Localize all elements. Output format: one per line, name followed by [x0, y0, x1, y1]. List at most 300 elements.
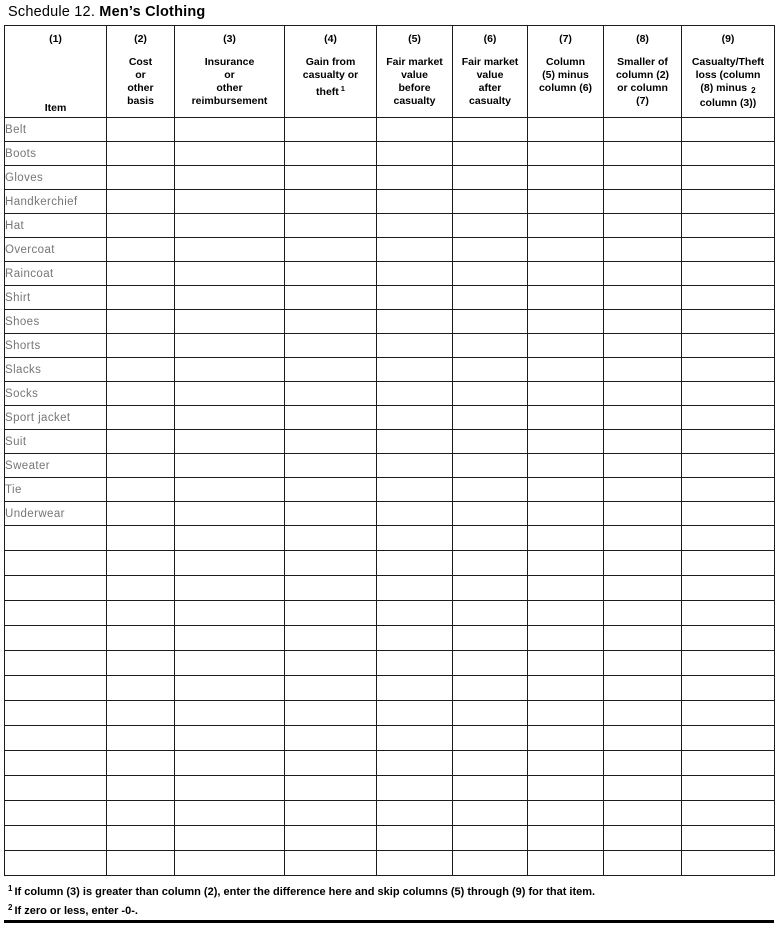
entry-cell — [453, 826, 528, 851]
item-row — [5, 334, 775, 358]
entry-cell — [377, 358, 453, 382]
entry-cell — [285, 851, 377, 876]
entry-cell — [107, 238, 175, 262]
entry-cell — [377, 751, 453, 776]
entry-cell — [682, 430, 775, 454]
column-header-2 — [107, 26, 175, 118]
entry-cell — [285, 358, 377, 382]
entry-cell — [285, 334, 377, 358]
entry-cell — [377, 430, 453, 454]
entry-cell — [107, 502, 175, 526]
entry-cell — [528, 551, 604, 576]
entry-cell — [604, 478, 682, 502]
entry-cell — [377, 334, 453, 358]
entry-cell — [377, 601, 453, 626]
entry-cell — [107, 676, 175, 701]
entry-cell — [682, 801, 775, 826]
item-label-cell: Hat — [5, 214, 107, 238]
item-row — [5, 166, 775, 190]
column-title: Casualty/Theft loss (column (8) minus 2 column (3)) — [691, 56, 765, 109]
entry-cell — [453, 238, 528, 262]
entry-cell — [453, 358, 528, 382]
entry-cell — [453, 214, 528, 238]
entry-cell — [604, 430, 682, 454]
entry-cell — [285, 776, 377, 801]
entry-cell — [175, 626, 285, 651]
item-label-cell: Slacks — [5, 358, 107, 382]
entry-cell — [453, 851, 528, 876]
entry-cell — [175, 826, 285, 851]
entry-cell — [175, 166, 285, 190]
entry-cell — [528, 286, 604, 310]
entry-cell — [604, 526, 682, 551]
item-write-in-cell — [5, 751, 107, 776]
column-number: (9) — [721, 33, 735, 45]
entry-cell — [604, 851, 682, 876]
entry-cell — [377, 676, 453, 701]
entry-cell — [528, 526, 604, 551]
entry-cell — [175, 751, 285, 776]
entry-cell — [604, 190, 682, 214]
entry-cell — [604, 358, 682, 382]
entry-cell — [175, 310, 285, 334]
entry-cell — [285, 676, 377, 701]
item-write-in-cell — [5, 851, 107, 876]
entry-cell — [604, 238, 682, 262]
footnote-1 — [8, 881, 595, 900]
item-write-in-cell — [5, 576, 107, 601]
entry-cell — [285, 576, 377, 601]
item-label-cell: Socks — [5, 382, 107, 406]
item-row — [5, 406, 775, 430]
entry-cell — [682, 751, 775, 776]
item-label-cell: Boots — [5, 142, 107, 166]
entry-cell — [453, 576, 528, 601]
entry-cell — [285, 478, 377, 502]
entry-cell — [285, 502, 377, 526]
item-label-cell: Tie — [5, 478, 107, 502]
blank-row — [5, 526, 775, 551]
entry-cell — [377, 406, 453, 430]
entry-cell — [682, 238, 775, 262]
item-row — [5, 214, 775, 238]
entry-cell — [528, 601, 604, 626]
entry-cell — [175, 551, 285, 576]
entry-cell — [285, 601, 377, 626]
item-label-cell: Shorts — [5, 334, 107, 358]
entry-cell — [453, 701, 528, 726]
entry-cell — [682, 190, 775, 214]
entry-cell — [604, 310, 682, 334]
entry-cell — [107, 826, 175, 851]
entry-cell — [377, 526, 453, 551]
item-row — [5, 430, 775, 454]
blank-row — [5, 851, 775, 876]
blank-row — [5, 676, 775, 701]
column-header-8 — [604, 26, 682, 118]
column-header-9 — [682, 26, 775, 118]
entry-cell — [453, 430, 528, 454]
entry-cell — [682, 701, 775, 726]
column-number: (1) — [49, 33, 62, 45]
footnotes — [8, 881, 595, 919]
entry-cell — [682, 651, 775, 676]
entry-cell — [175, 801, 285, 826]
entry-cell — [682, 851, 775, 876]
entry-cell — [285, 454, 377, 478]
entry-cell — [285, 310, 377, 334]
entry-cell — [107, 478, 175, 502]
entry-cell — [453, 478, 528, 502]
entry-cell — [682, 726, 775, 751]
entry-cell — [528, 238, 604, 262]
entry-cell — [453, 502, 528, 526]
entry-cell — [528, 382, 604, 406]
entry-cell — [175, 286, 285, 310]
entry-cell — [528, 626, 604, 651]
entry-cell — [528, 334, 604, 358]
item-write-in-cell — [5, 801, 107, 826]
item-write-in-cell — [5, 776, 107, 801]
schedule-table — [4, 25, 775, 876]
entry-cell — [107, 776, 175, 801]
entry-cell — [528, 358, 604, 382]
entry-cell — [682, 576, 775, 601]
column-number: (8) — [636, 33, 649, 45]
entry-cell — [377, 478, 453, 502]
entry-cell — [682, 826, 775, 851]
entry-cell — [604, 726, 682, 751]
blank-row — [5, 726, 775, 751]
entry-cell — [604, 406, 682, 430]
entry-cell — [107, 626, 175, 651]
entry-cell — [528, 801, 604, 826]
entry-cell — [604, 454, 682, 478]
entry-cell — [682, 601, 775, 626]
entry-cell — [377, 214, 453, 238]
item-row — [5, 262, 775, 286]
entry-cell — [107, 801, 175, 826]
entry-cell — [528, 478, 604, 502]
item-row — [5, 142, 775, 166]
entry-cell — [604, 118, 682, 142]
entry-cell — [175, 142, 285, 166]
entry-cell — [107, 551, 175, 576]
column-number: (5) — [408, 33, 421, 45]
entry-cell — [604, 601, 682, 626]
column-number: (7) — [559, 33, 572, 45]
footnote-2 — [8, 900, 595, 919]
footnote-marker: 2 — [751, 86, 756, 95]
item-write-in-cell — [5, 701, 107, 726]
entry-cell — [107, 406, 175, 430]
entry-cell — [528, 776, 604, 801]
entry-cell — [528, 262, 604, 286]
entry-cell — [175, 118, 285, 142]
column-title: Fair market value before casualty — [386, 56, 443, 107]
entry-cell — [175, 526, 285, 551]
entry-cell — [175, 601, 285, 626]
entry-cell — [453, 166, 528, 190]
footnote-marker: 1 — [340, 84, 345, 93]
item-row — [5, 502, 775, 526]
table-header-row — [5, 26, 775, 118]
item-row — [5, 454, 775, 478]
entry-cell — [682, 166, 775, 190]
column-title: Cost or other basis — [127, 56, 154, 107]
entry-cell — [285, 801, 377, 826]
page-title — [8, 4, 205, 20]
entry-cell — [285, 826, 377, 851]
entry-cell — [285, 238, 377, 262]
entry-cell — [285, 118, 377, 142]
entry-cell — [604, 286, 682, 310]
entry-cell — [175, 406, 285, 430]
blank-row — [5, 626, 775, 651]
item-label-cell: Overcoat — [5, 238, 107, 262]
entry-cell — [107, 166, 175, 190]
entry-cell — [175, 430, 285, 454]
entry-cell — [175, 238, 285, 262]
item-label-cell: Shirt — [5, 286, 107, 310]
entry-cell — [682, 382, 775, 406]
entry-cell — [175, 190, 285, 214]
item-label-cell: Shoes — [5, 310, 107, 334]
entry-cell — [604, 701, 682, 726]
entry-cell — [377, 382, 453, 406]
blank-row — [5, 651, 775, 676]
entry-cell — [453, 334, 528, 358]
entry-cell — [285, 286, 377, 310]
entry-cell — [377, 651, 453, 676]
item-write-in-cell — [5, 626, 107, 651]
entry-cell — [453, 626, 528, 651]
entry-cell — [377, 310, 453, 334]
entry-cell — [528, 430, 604, 454]
entry-cell — [377, 118, 453, 142]
entry-cell — [377, 190, 453, 214]
entry-cell — [107, 214, 175, 238]
entry-cell — [107, 576, 175, 601]
entry-cell — [682, 478, 775, 502]
item-label-cell: Sweater — [5, 454, 107, 478]
entry-cell — [453, 726, 528, 751]
entry-cell — [175, 726, 285, 751]
column-title: Column (5) minus column (6) — [538, 56, 593, 94]
entry-cell — [175, 214, 285, 238]
entry-cell — [107, 851, 175, 876]
entry-cell — [604, 826, 682, 851]
entry-cell — [528, 166, 604, 190]
entry-cell — [285, 214, 377, 238]
item-row — [5, 358, 775, 382]
entry-cell — [604, 776, 682, 801]
entry-cell — [604, 262, 682, 286]
entry-cell — [682, 676, 775, 701]
entry-cell — [175, 382, 285, 406]
entry-cell — [107, 310, 175, 334]
entry-cell — [285, 262, 377, 286]
blank-row — [5, 601, 775, 626]
entry-cell — [453, 406, 528, 430]
column-title: Insurance or other reimbursement — [191, 56, 268, 107]
entry-cell — [175, 334, 285, 358]
entry-cell — [682, 118, 775, 142]
column-title: Smaller of column (2) or column (7) — [615, 56, 670, 107]
entry-cell — [107, 142, 175, 166]
entry-cell — [377, 851, 453, 876]
entry-cell — [453, 190, 528, 214]
column-number: (6) — [483, 33, 497, 45]
entry-cell — [528, 676, 604, 701]
entry-cell — [285, 406, 377, 430]
entry-cell — [107, 358, 175, 382]
column-number: (3) — [223, 33, 236, 45]
item-write-in-cell — [5, 526, 107, 551]
column-header-7 — [528, 26, 604, 118]
entry-cell — [528, 502, 604, 526]
entry-cell — [604, 502, 682, 526]
entry-cell — [285, 626, 377, 651]
entry-cell — [528, 651, 604, 676]
footnote-1-text: If column (3) is greater than column (2), enter the difference here and skip columns (5) through (9) for that item. — [14, 886, 596, 898]
entry-cell — [377, 626, 453, 651]
entry-cell — [285, 166, 377, 190]
entry-cell — [175, 651, 285, 676]
entry-cell — [528, 726, 604, 751]
entry-cell — [682, 334, 775, 358]
entry-cell — [175, 676, 285, 701]
entry-cell — [175, 262, 285, 286]
entry-cell — [175, 502, 285, 526]
entry-cell — [528, 142, 604, 166]
entry-cell — [682, 214, 775, 238]
entry-cell — [377, 286, 453, 310]
entry-cell — [528, 454, 604, 478]
entry-cell — [682, 286, 775, 310]
column-title: Item — [44, 102, 67, 114]
entry-cell — [107, 701, 175, 726]
entry-cell — [107, 382, 175, 406]
entry-cell — [682, 406, 775, 430]
entry-cell — [377, 576, 453, 601]
entry-cell — [175, 576, 285, 601]
entry-cell — [107, 286, 175, 310]
entry-cell — [285, 526, 377, 551]
entry-cell — [285, 190, 377, 214]
entry-cell — [453, 310, 528, 334]
entry-cell — [107, 751, 175, 776]
entry-cell — [175, 478, 285, 502]
item-label-cell: Raincoat — [5, 262, 107, 286]
entry-cell — [285, 651, 377, 676]
blank-row — [5, 776, 775, 801]
entry-cell — [682, 454, 775, 478]
entry-cell — [377, 551, 453, 576]
item-row — [5, 190, 775, 214]
entry-cell — [107, 454, 175, 478]
entry-cell — [175, 701, 285, 726]
entry-cell — [682, 526, 775, 551]
entry-cell — [528, 701, 604, 726]
column-header-6 — [453, 26, 528, 118]
entry-cell — [285, 142, 377, 166]
column-header-1 — [5, 26, 107, 118]
entry-cell — [682, 310, 775, 334]
entry-cell — [453, 801, 528, 826]
entry-cell — [604, 576, 682, 601]
footnote-1-mark: 1 — [8, 884, 13, 893]
schedule-number-label: Schedule 12. — [8, 4, 96, 20]
entry-cell — [107, 726, 175, 751]
entry-cell — [107, 262, 175, 286]
item-label-cell: Underwear — [5, 502, 107, 526]
entry-cell — [453, 382, 528, 406]
item-row — [5, 382, 775, 406]
entry-cell — [604, 142, 682, 166]
entry-cell — [604, 676, 682, 701]
item-row — [5, 478, 775, 502]
entry-cell — [285, 382, 377, 406]
entry-cell — [107, 430, 175, 454]
entry-cell — [377, 801, 453, 826]
item-write-in-cell — [5, 551, 107, 576]
item-label-cell: Gloves — [5, 166, 107, 190]
entry-cell — [682, 551, 775, 576]
entry-cell — [453, 776, 528, 801]
entry-cell — [528, 851, 604, 876]
entry-cell — [453, 262, 528, 286]
entry-cell — [604, 551, 682, 576]
entry-cell — [175, 851, 285, 876]
entry-cell — [377, 701, 453, 726]
entry-cell — [175, 776, 285, 801]
schedule-name-label: Men’s Clothing — [99, 4, 206, 20]
entry-cell — [453, 751, 528, 776]
entry-cell — [604, 801, 682, 826]
column-header-5 — [377, 26, 453, 118]
item-label-cell: Belt — [5, 118, 107, 142]
entry-cell — [453, 651, 528, 676]
column-header-4 — [285, 26, 377, 118]
blank-row — [5, 751, 775, 776]
bottom-rule — [4, 920, 774, 923]
blank-row — [5, 551, 775, 576]
item-write-in-cell — [5, 601, 107, 626]
entry-cell — [377, 726, 453, 751]
blank-row — [5, 826, 775, 851]
entry-cell — [377, 166, 453, 190]
item-label-cell: Sport jacket — [5, 406, 107, 430]
entry-cell — [377, 262, 453, 286]
entry-cell — [107, 601, 175, 626]
item-row — [5, 286, 775, 310]
column-header-3 — [175, 26, 285, 118]
entry-cell — [528, 190, 604, 214]
footnote-2-mark: 2 — [8, 903, 13, 912]
entry-cell — [285, 701, 377, 726]
entry-cell — [682, 776, 775, 801]
entry-cell — [682, 142, 775, 166]
entry-cell — [107, 190, 175, 214]
entry-cell — [604, 651, 682, 676]
entry-cell — [377, 238, 453, 262]
item-label-cell: Handkerchief — [5, 190, 107, 214]
entry-cell — [528, 406, 604, 430]
entry-cell — [453, 526, 528, 551]
entry-cell — [604, 626, 682, 651]
footnote-2-text: If zero or less, enter -0-. — [14, 905, 138, 917]
